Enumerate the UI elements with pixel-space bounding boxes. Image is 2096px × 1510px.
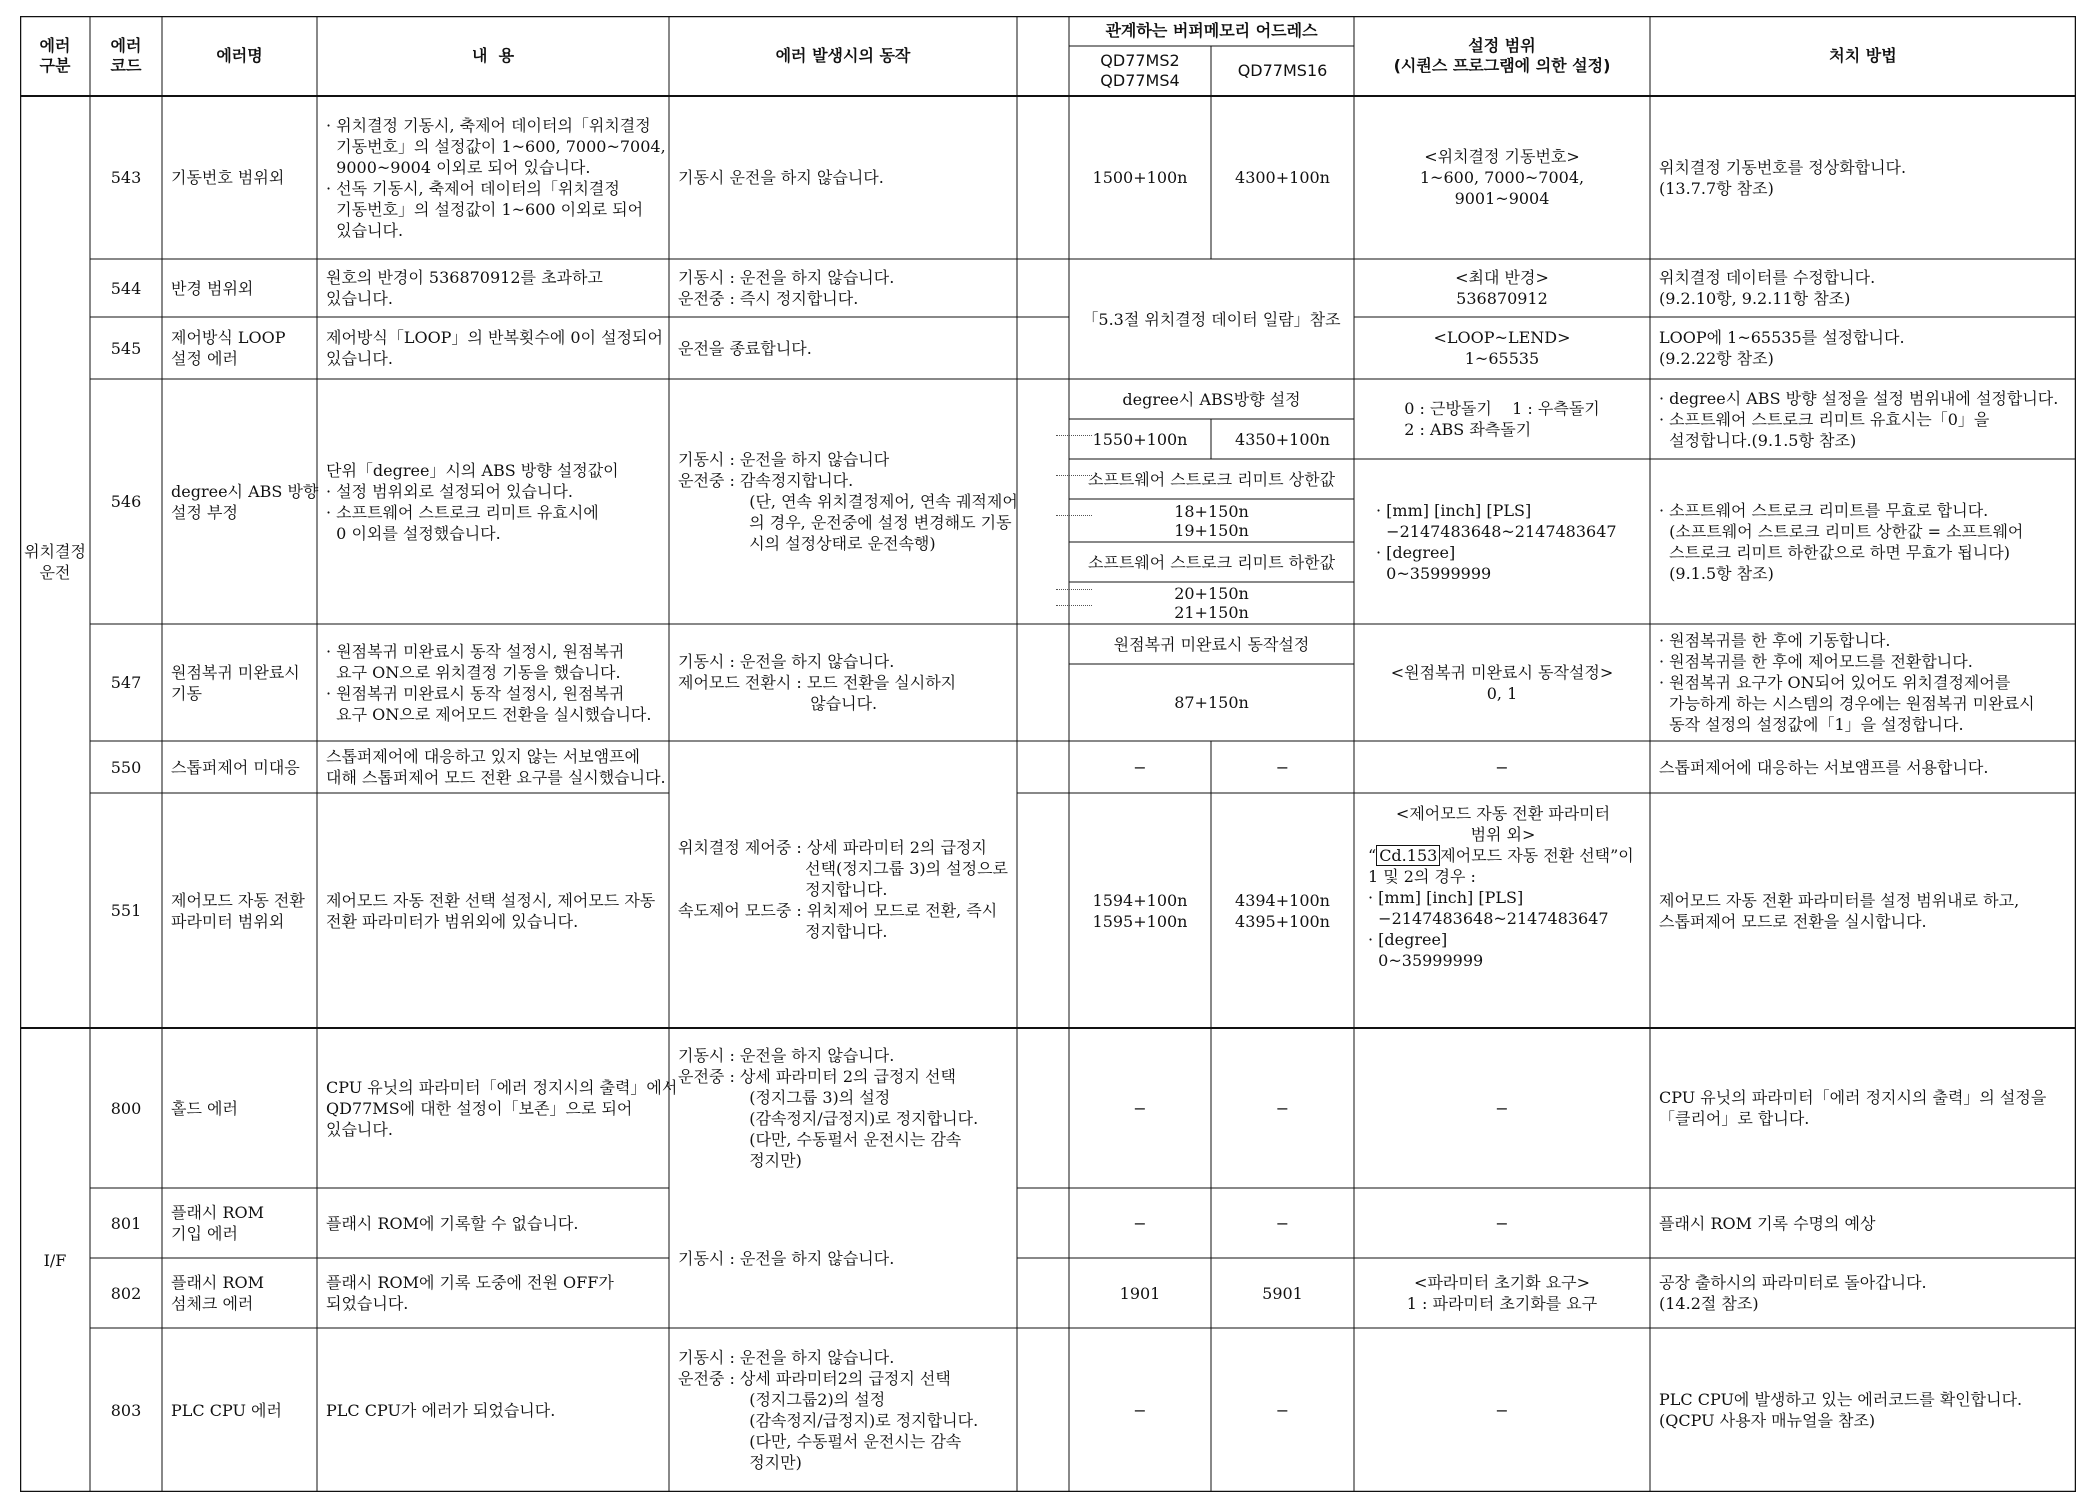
sub-lower-limit-address: 20+150n 21+150n: [1174, 584, 1249, 622]
address-label: 원점복귀 미완료시 동작설정: [1113, 634, 1310, 654]
error-action: 기동시 운전을 하지 않습니다.: [678, 168, 884, 187]
error-name: PLC CPU 에러: [171, 1400, 282, 1420]
header-error-code: 에러 코드: [110, 36, 142, 75]
header-qd77ms2-ms4: QD77MS2 QD77MS4: [1100, 51, 1180, 90]
error-code: 550: [110, 757, 142, 777]
error-action: 기동시 : 운전을 하지 않습니다. 운전중 : 상세 파라미터2의 급정지 선택 (정지그룹2)의 설정 (감속정지/급정지)로 정지합니다. (다만, 수동펄서 운전시는 감속 정지만): [678, 1348, 979, 1472]
error-code: 543: [110, 168, 142, 187]
header-buffer-address: 관계하는 버퍼메모리 어드레스: [1105, 21, 1318, 40]
address-ms16: −: [1275, 1400, 1290, 1420]
address-ms4: 1594+100n 1595+100n: [1092, 890, 1188, 931]
remedy: 스톱퍼제어에 대응하는 서보앰프를 서용합니다.: [1659, 757, 1989, 777]
header-setting-range: 설정 범위 (시퀀스 프로그램에 의한 설정): [1393, 36, 1611, 75]
remedy: · 원점복귀를 한 후에 기동합니다. · 원점복귀를 한 후에 제어모드를 전환합니다. · 원점복귀 요구가 ON되어 있어도 위치결정제어를 가능하게 하는 시스템의 경우에는 원점복귀 미완료시 동작 설정의 설정값에「1」을 설정합니다.: [1659, 631, 2035, 734]
error-name: 스톱퍼제어 미대응: [171, 757, 300, 777]
error-code: 544: [110, 278, 142, 298]
remedy: 제어모드 자동 전환 파라미터를 설정 범위내로 하고, 스톱퍼제어 모드로 전환을 실시합니다.: [1659, 890, 2020, 931]
setting-range-abs: 0 : 근방돌기 1 : 우측돌기 2 : ABS 좌측돌기: [1404, 399, 1600, 439]
remedy: 위치결정 데이터를 수정합니다. (9.2.10항, 9.2.11항 참조): [1659, 268, 1876, 308]
remedy: PLC CPU에 발생하고 있는 에러코드를 확인합니다. (QCPU 사용자 매뉴얼을 참조): [1659, 1390, 2023, 1430]
error-code: 802: [110, 1283, 142, 1303]
sub-upper-limit-address: 18+150n 19+150n: [1174, 501, 1249, 540]
address-ms16: 4300+100n: [1235, 168, 1330, 187]
setting-range-limit: · [mm] [inch] [PLS] −2147483648~2147483647 · [degree] 0~35999999: [1376, 500, 1617, 583]
error-content: · 위치결정 기동시, 축제어 데이터의「위치결정 기동번호」의 설정값이 1~600, 7000~7004, 9000~9004 이외로 되어 있습니다. · 선독 기동시, 축제어 데이터의「위치결정 기동번호」의 설정값이 1~600 이외로 되어 있습니다.: [326, 115, 666, 240]
header-error-name: 에러명: [216, 46, 263, 65]
error-content: CPU 유닛의 파라미터「에러 정지시의 출력」에서 QD77MS에 대한 설정이「보존」으로 되어 있습니다.: [326, 1077, 678, 1139]
setting-range: <원점복귀 미완료시 동작설정> 0, 1: [1390, 662, 1614, 703]
error-content: · 원점복귀 미완료시 동작 설정시, 원점복귀 요구 ON으로 위치결정 기동을 했습니다. · 원점복귀 미완료시 동작 설정시, 원점복귀 요구 ON으로 제어모드 전환을 실시했습니다.: [326, 641, 652, 724]
address-ms4: 1901: [1119, 1283, 1161, 1303]
remedy: CPU 유닛의 파라미터「에러 정지시의 출력」의 설정을 「클리어」로 합니다.: [1659, 1088, 2047, 1128]
remedy: LOOP에 1~65535를 설정합니다. (9.2.22항 참조): [1659, 328, 1905, 368]
error-name: 홀드 에러: [171, 1098, 238, 1118]
error-content: 원호의 반경이 536870912를 초과하고 있습니다.: [326, 268, 603, 308]
error-action: 기동시 : 운전을 하지 않습니다 운전중 : 감속정지합니다. (단, 연속 위치결정제어, 연속 궤적제어 의 경우, 운전중에 설정 변경해도 기동 시의 설정상태로 운전속행): [678, 450, 1018, 553]
sub-lower-limit-label: 소프트웨어 스트로크 리미트 하한값: [1087, 552, 1336, 572]
error-code: 547: [110, 673, 142, 692]
sub-abs-label: degree시 ABS방향 설정: [1122, 389, 1301, 409]
error-code: 800: [110, 1098, 142, 1118]
error-action: 기동시 : 운전을 하지 않습니다. 운전중 : 즉시 정지합니다.: [678, 268, 895, 308]
error-action-shared: 기동시 : 운전을 하지 않습니다.: [678, 1248, 895, 1268]
sub-abs-ms4: 1550+100n: [1092, 429, 1188, 449]
address-value: 87+150n: [1174, 693, 1249, 712]
remedy-limit: · 소프트웨어 스트로크 리미트를 무효로 합니다. (소프트웨어 스트로크 리미트 상한값 = 소프트웨어 스트로크 리미트 하한값으로 하면 무효가 됩니다) (9.1.5항 참조): [1659, 500, 2024, 583]
error-code: 545: [110, 338, 142, 358]
error-content: PLC CPU가 에러가 되었습니다.: [326, 1400, 556, 1420]
setting-range: −: [1495, 757, 1509, 777]
error-action: 기동시 : 운전을 하지 않습니다. 운전중 : 상세 파라미터 2의 급정지 선택 (정지그룹 3)의 설정 (감속정지/급정지)로 정지합니다. (다만, 수동펄서 운전시는 감속 정지만): [678, 1046, 979, 1170]
error-name: 제어모드 자동 전환 파라미터 범위외: [171, 890, 305, 931]
error-table: [20, 16, 2076, 1492]
error-code: 551: [110, 901, 142, 920]
setting-range: −: [1495, 1213, 1509, 1233]
address-ms16: 4394+100n 4395+100n: [1235, 890, 1330, 931]
error-name: 기동번호 범위외: [171, 168, 285, 187]
error-name: 플래시 ROM 기입 에러: [171, 1203, 265, 1243]
address-ms16: −: [1275, 1213, 1290, 1233]
setting-range: <최대 반경> 536870912: [1455, 268, 1549, 308]
header-content: 내 용: [471, 46, 515, 65]
address-ms4: −: [1133, 1213, 1147, 1233]
group-positioning-operation: 위치결정 운전: [24, 542, 86, 582]
setting-range: −: [1495, 1098, 1509, 1118]
address-ms16: −: [1275, 1098, 1290, 1118]
error-content: 플래시 ROM에 기록할 수 없습니다.: [326, 1213, 579, 1233]
error-action: 기동시 : 운전을 하지 않습니다. 제어모드 전환시 : 모드 전환을 실시하지 않습니다.: [678, 652, 957, 713]
error-name: degree시 ABS 방향 설정 부정: [171, 481, 319, 522]
address-ms16: −: [1275, 757, 1290, 777]
address-ms16: 5901: [1262, 1283, 1303, 1303]
error-name: 반경 범위외: [171, 278, 254, 298]
error-code: 803: [110, 1400, 142, 1420]
address-ms4: 1500+100n: [1092, 168, 1188, 187]
error-code: 546: [110, 492, 142, 511]
cd153-tag: Cd.153: [1376, 845, 1440, 866]
sub-upper-limit-label: 소프트웨어 스트로크 리미트 상한값: [1087, 469, 1336, 489]
error-content: 스톱퍼제어에 대응하고 있지 않는 서보앰프에 대해 스톱퍼제어 모드 전환 요구를 실시했습니다.: [326, 747, 666, 787]
header-qd77ms16: QD77MS16: [1237, 61, 1328, 80]
setting-range: <제어모드 자동 전환 파라미터 범위 외> “ Cd.153 제어모드 자동 전환 선택”이 1 및 2의 경우 : · [mm] [inch] [PLS] −2147483648~2147483647 · [degree] 0~35999999: [1368, 804, 1634, 970]
sub-abs-ms16: 4350+100n: [1235, 429, 1330, 449]
error-action: 운전을 종료합니다.: [678, 338, 812, 358]
error-content: 단위「degree」시의 ABS 방향 설정값이 · 설정 범위외로 설정되어 있습니다. · 소프트웨어 스트로크 리미트 유효시에 0 이외를 설정했습니다.: [326, 460, 619, 543]
remedy: 공장 출하시의 파라미터로 돌아갑니다. (14.2절 참조): [1659, 1273, 1927, 1313]
address-ms4: −: [1133, 757, 1147, 777]
group-interface: I/F: [43, 1250, 67, 1270]
error-name: 플래시 ROM 섬체크 에러: [171, 1273, 265, 1313]
address-ms4: −: [1133, 1098, 1147, 1118]
error-action: 위치결정 제어중 : 상세 파라미터 2의 급정지 선택(정지그룹 3)의 설정으로 정지합니다. 속도제어 모드중 : 위치제어 모드로 전환, 즉시 정지합니다.: [678, 838, 1009, 941]
setting-range: <위치결정 기동번호> 1~600, 7000~7004, 9001~9004: [1419, 147, 1585, 208]
error-content: 제어모드 자동 전환 선택 설정시, 제어모드 자동 전환 파라미터가 범위외에 있습니다.: [326, 890, 656, 931]
header-action: 에러 발생시의 동작: [775, 46, 911, 65]
setting-range: −: [1495, 1400, 1509, 1420]
setting-range: <파라미터 초기화 요구> 1 : 파라미터 초기화를 요구: [1406, 1273, 1598, 1313]
address-ms4: −: [1133, 1400, 1147, 1420]
header-error-class: 에러 구분: [39, 36, 71, 75]
error-code: 801: [110, 1213, 142, 1233]
error-name: 제어방식 LOOP 설정 에러: [171, 328, 286, 368]
remedy-abs: · degree시 ABS 방향 설정을 설정 범위내에 설정합니다. · 소프트웨어 스트로크 리미트 유효시는「0」을 설정합니다.(9.1.5항 참조): [1659, 388, 2059, 450]
setting-range: <LOOP~LEND> 1~65535: [1433, 328, 1571, 368]
remedy: 위치결정 기동번호를 정상화합니다. (13.7.7항 참조): [1659, 157, 1907, 198]
error-content: 플래시 ROM에 기록 도중에 전원 OFF가 되었습니다.: [326, 1273, 614, 1313]
error-name: 원점복귀 미완료시 기동: [171, 662, 300, 703]
error-content: 제어방식「LOOP」의 반복횟수에 0이 설정되어 있습니다.: [326, 328, 663, 368]
shared-address-reference: 「5.3절 위치결정 데이터 일람」참조: [1082, 309, 1341, 329]
header-remedy: 처치 방법: [1829, 46, 1897, 65]
remedy: 플래시 ROM 기록 수명의 예상: [1659, 1213, 1876, 1233]
